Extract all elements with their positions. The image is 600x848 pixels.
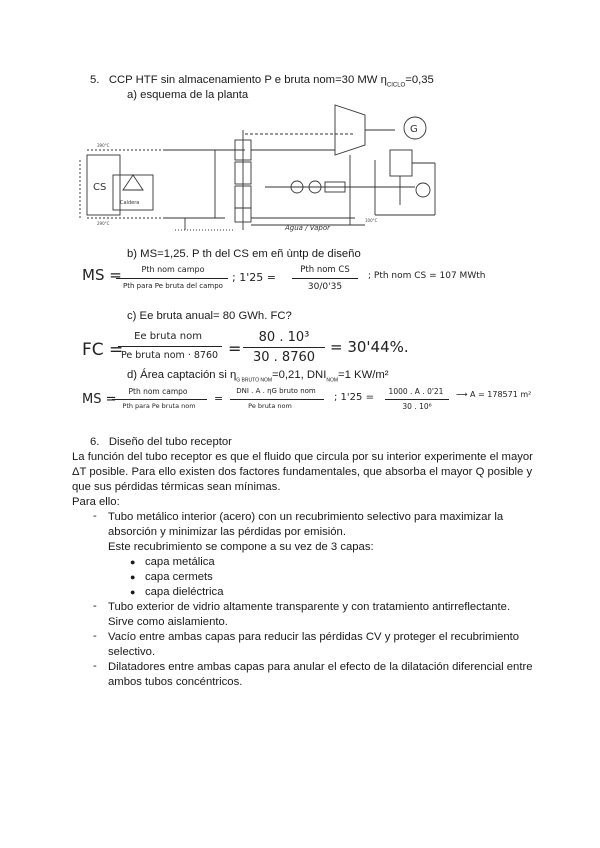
q6-heading <box>90 435 232 450</box>
area-numerator: Pth nom campo <box>128 387 188 396</box>
q5-d-pre: d) Área captación si η <box>127 369 237 381</box>
area-fraction-bar-2 <box>230 399 324 400</box>
q5-title-end: =0,35 <box>405 74 434 86</box>
area-denominator-2: Pe bruta nom <box>248 402 292 410</box>
list-dash: - <box>93 630 97 642</box>
q5-a-label: a) esquema de la planta <box>127 89 249 101</box>
capa-item: capa dieléctrica <box>145 586 224 598</box>
cs-label: CS <box>93 182 107 193</box>
q5-d-mid: =0,21, DNI <box>272 369 327 381</box>
q5-b-label: b) MS=1,25. P th del CS em eñ ùntp de diseño <box>127 248 361 260</box>
boiler-drum <box>123 175 143 190</box>
area-fraction-bar-3 <box>385 399 449 400</box>
turbine <box>335 105 365 155</box>
q5-c-label: c) Ee bruta anual= 80 GWh. FC? <box>127 310 292 322</box>
fc-fraction-bar <box>118 346 222 347</box>
q6-title: Diseño del tubo receptor <box>108 436 232 448</box>
ms-result: ; Pth nom CS = 107 MWth <box>368 271 486 281</box>
area-fraction-bar <box>112 399 207 400</box>
generator-label: G <box>410 124 418 135</box>
list-item-4-line-2: ambos tubos concéntricos. <box>108 676 243 688</box>
list-item-1-line-1: Tubo metálico interior (acero) con un recubrimiento selectivo para maximizar la <box>108 511 504 523</box>
q5-number: 5. <box>90 74 100 86</box>
list-item-3-line-1: Vacío entre ambas capas para reducir las pérdidas CV y proteger el recubrimiento <box>108 631 520 643</box>
q5-title: CCP HTF sin almacenamiento P e bruta nom=30 MW η <box>108 74 387 86</box>
q5-d-sub1: G BRUTO NOM <box>236 377 273 384</box>
list-item-2-line-1: Tubo exterior de vidrio altamente transparente y con tratamiento antirreflectante. <box>108 601 511 613</box>
q5-d-sub2: NOM <box>326 377 339 384</box>
temp-label-2: 290°C <box>97 221 110 226</box>
eta-subscript: CICLO <box>386 82 406 89</box>
list-item-1-line-2: absorción y minimizar las pérdidas por emisión. <box>108 526 346 538</box>
capa-item: capa metálica <box>145 556 215 568</box>
list-item-4-line-1: Dilatadores entre ambas capas para anular el efecto de la dilatación diferencial entre <box>108 661 533 673</box>
ms-fraction-bar <box>116 278 228 279</box>
temp-label-3: 100°C <box>365 218 378 223</box>
area-equals: = <box>214 392 224 405</box>
ms-denominator: Pth para Pe bruta del campo <box>123 282 223 290</box>
area-denominator: Pth para Pe bruta nom <box>122 402 196 410</box>
area-mid: ; 1'25 = <box>334 392 374 403</box>
list-item-2-line-2: Sirve como aislamiento. <box>108 616 228 628</box>
list-dash: - <box>93 600 97 612</box>
diagram-note: Agua / Vapor <box>285 224 331 232</box>
ms-fraction-bar-2 <box>292 278 358 279</box>
list-item-1-line-3: Este recubrimiento se compone a su vez de 3 capas: <box>108 541 374 553</box>
q6-para-line-2: ΔT posible. Para ello existen dos factores fundamentales, que absorba el mayor Q posible y <box>72 466 533 478</box>
ms-numerator: Pth nom campo <box>141 265 205 274</box>
q6-number: 6. <box>90 436 100 448</box>
ms-mid: ; 1'25 = <box>232 271 276 284</box>
q5-d-end: =1 KW/m² <box>338 369 389 381</box>
fc-numerator-2: 80 . 10³ <box>258 330 310 345</box>
area-result: ⟶ A = 178571 m² <box>456 390 532 399</box>
list-dash: - <box>93 510 97 522</box>
ms-lhs: MS = <box>82 266 122 284</box>
area-denominator-3: 30 . 10⁶ <box>402 402 432 411</box>
q5-d-label <box>127 368 389 388</box>
fc-equals: = <box>228 339 242 358</box>
fc-numerator: Ee bruta nom <box>134 331 202 342</box>
list-item-3-line-2: selectivo. <box>108 646 156 658</box>
q6-para-line-4: Para ello: <box>72 496 120 508</box>
plant-schematic <box>75 100 535 235</box>
q6-para-line-3: que sus pérdidas térmicas sean mínimas. <box>72 481 281 493</box>
ms-denominator-2: 30/0'35 <box>307 282 343 292</box>
list-dash: - <box>93 660 97 672</box>
area-numerator-3: 1000 . A . 0'21 <box>388 387 444 396</box>
fc-fraction-bar-2 <box>243 347 325 348</box>
fc-denominator-2: 30 . 8760 <box>252 350 316 365</box>
bullet-dot: ● <box>130 557 136 567</box>
fc-lhs: FC = <box>82 340 124 360</box>
capa-item: capa cermets <box>145 571 213 583</box>
tank-label: Caldera <box>120 200 140 206</box>
bullet-dot: ● <box>130 587 136 597</box>
temp-label-1: 390°C <box>97 143 110 148</box>
area-numerator-2: DNI . A . ηG bruto nom <box>236 387 316 395</box>
q6-para-line-1: La función del tubo receptor es que el fluido que circula por su interior experimente el mayor <box>72 451 533 463</box>
ms-numerator-2: Pth nom CS <box>300 265 350 275</box>
bullet-dot: ● <box>130 572 136 582</box>
area-lhs: MS = <box>82 392 117 407</box>
fc-result: = 30'44%. <box>330 338 409 356</box>
fc-denominator: Pe bruta nom · 8760 <box>120 350 219 361</box>
